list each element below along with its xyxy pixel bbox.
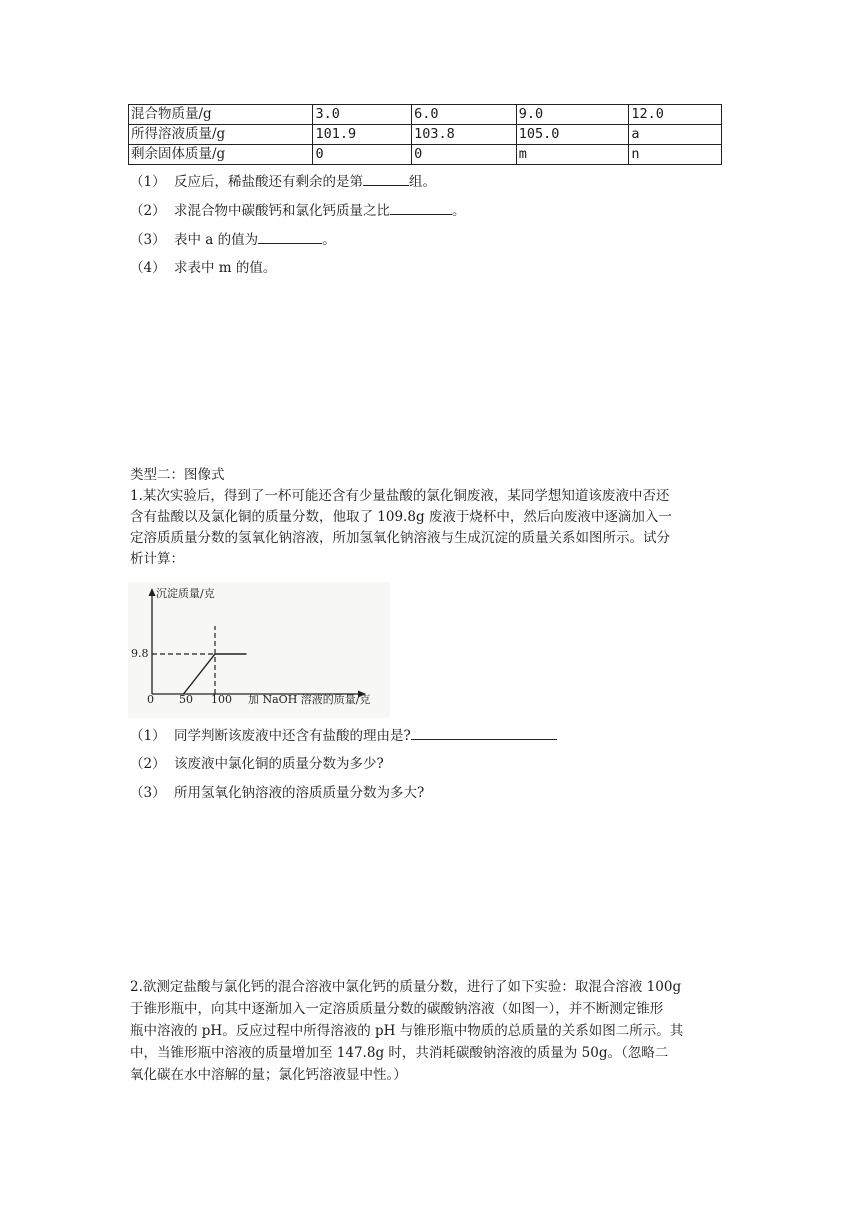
question-1-3: （3） 表中 a 的值为 。 [130,229,336,250]
row-header-cell: 所得溶液质量/g [129,125,313,145]
table-cell: 0 [412,145,517,165]
answer-blank[interactable] [390,200,452,215]
table-cell: 12.0 [629,105,722,125]
row-header-cell: 混合物质量/g [129,105,313,125]
type2-section [130,465,730,570]
table-cell: m [516,145,629,165]
x-tick-label: 0 [147,693,154,706]
table-row [129,125,722,145]
table-cell: 103.8 [412,125,517,145]
section-heading: 类型二：图像式 [130,467,225,483]
table-cell: 9.0 [516,105,629,125]
table-row [129,105,722,125]
question-1-1: （1） 反应后，稀盐酸还有剩余的是第 组。 [130,171,436,192]
x-tick-label: 100 [211,693,232,706]
question-2-1: （1） 同学判断该废液中还含有盐酸的理由是? [130,725,557,746]
question-2-3: （3） 所用氢氧化钠溶液的溶质质量分数为多大? [130,785,425,801]
x-tick-label: 50 [179,693,193,706]
question-1-4: （4） 求表中 m 的值。 [130,260,277,276]
table-cell: a [629,125,722,145]
problem-1-line: 析计算： [130,551,184,567]
table-cell: 3.0 [313,105,412,125]
problem-1-line: 1.某次实验后，得到了一杯可能还含有少量盐酸的氯化铜废液，某同学想知道该废液中否还 [130,488,670,504]
problem-2-line: 中，当锥形瓶中溶液的质量增加至 147.8g 时，共消耗碳酸钠溶液的质量为 50g。（忽略二 [130,1045,669,1061]
problem-2-line: 瓶中溶液的 pH。反应过程中所得溶液的 pH 与锥形瓶中物质的总质量的关系如图二所示。其 [130,1023,684,1039]
answer-blank[interactable] [258,229,322,244]
data-table [128,104,722,165]
table-row [129,145,722,165]
row-header-cell: 剩余固体质量/g [129,145,313,165]
question-1-2: （2） 求混合物中碳酸钙和氯化钙质量之比 。 [130,200,466,221]
answer-blank[interactable] [411,725,557,740]
x-axis-label: 加 NaOH 溶液的质量/克 [248,693,371,706]
problem-2-line: 于锥形瓶中，向其中逐渐加入一定溶质质量分数的碳酸钠溶液（如图一），并不断测定锥形 [130,1001,664,1017]
table-cell: 101.9 [313,125,412,145]
table-cell: n [629,145,722,165]
precipitate-graph [128,582,390,718]
problem-2 [130,976,730,1086]
y-axis-arrow [149,588,156,596]
answer-blank[interactable] [363,171,409,186]
table-cell: 0 [313,145,412,165]
problem-1-line: 含有盐酸以及氯化铜的质量分数，他取了 109.8g 废液于烧杯中，然后向废液中逐滴加入一 [130,509,672,525]
problem-2-line: 2.欲测定盐酸与氯化钙的混合溶液中氯化钙的质量分数，进行了如下实验：取混合溶液 100g [130,979,682,995]
problem-2-line: 氧化碳在水中溶解的量；氯化钙溶液显中性。） [130,1067,407,1083]
question-2-2: （2） 该废液中氯化铜的质量分数为多少? [130,756,384,772]
y-tick-label: 9.8 [131,647,149,660]
y-axis-label: 沉淀质量/克 [156,587,215,600]
table-cell: 6.0 [412,105,517,125]
table-cell: 105.0 [516,125,629,145]
problem-1-line: 定溶质质量分数的氢氧化钠溶液，所加氢氧化钠溶液与生成沉淀的质量关系如图所示。试分 [130,530,670,546]
